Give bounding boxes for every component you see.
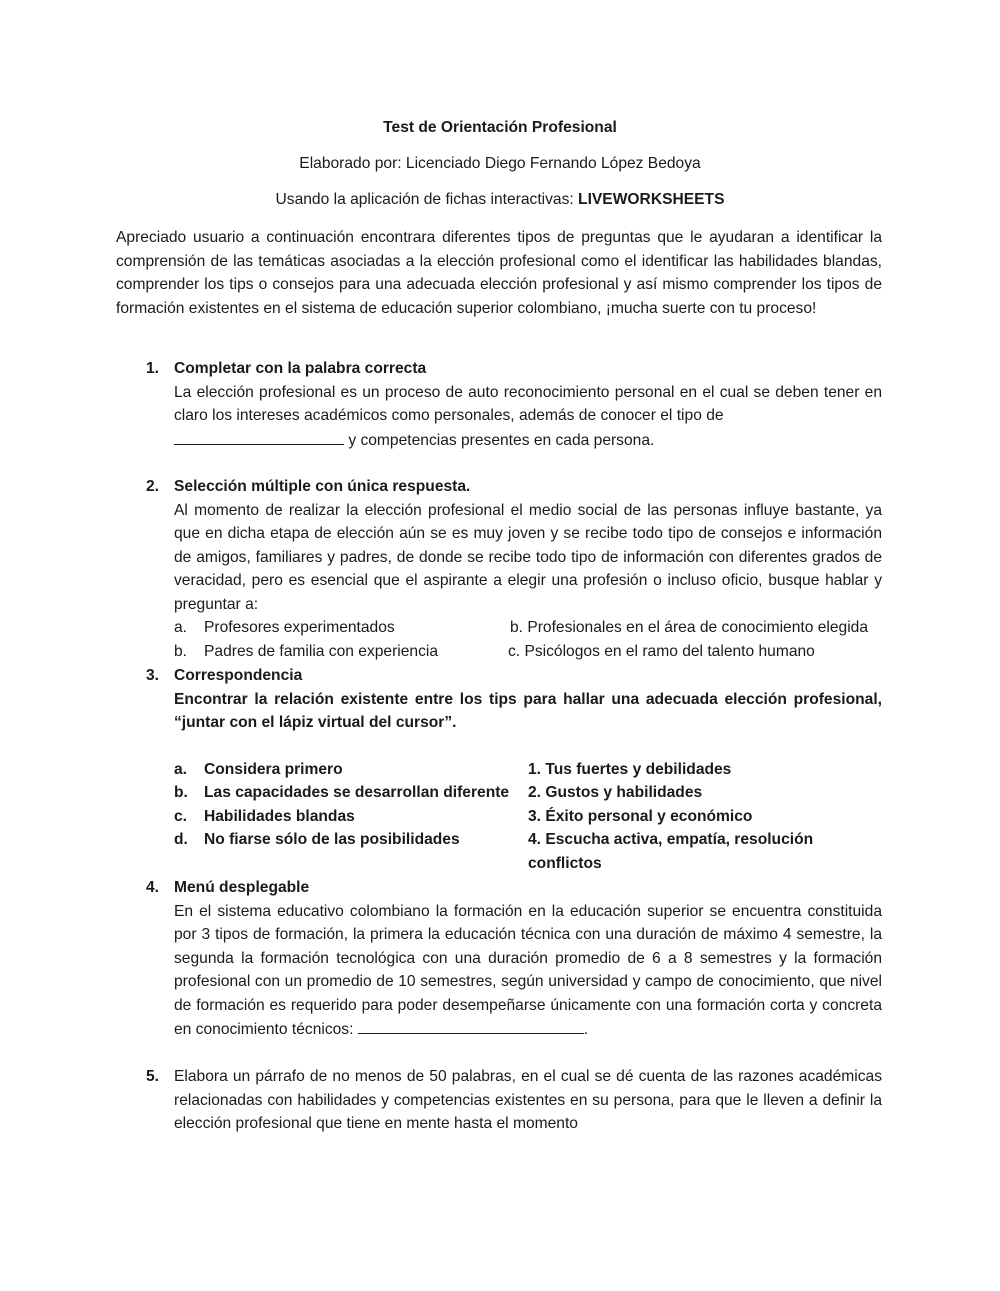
match-letter: c. bbox=[174, 807, 188, 825]
question-title: Selección múltiple con única respuesta. bbox=[174, 478, 471, 495]
match-text: 3. Éxito personal y económico bbox=[528, 807, 753, 825]
option-b[interactable] bbox=[510, 616, 882, 640]
match-text: No fiarse sólo de las posibilidades bbox=[204, 831, 460, 848]
app-prefix: Usando la aplicación de fichas interactivas: bbox=[275, 191, 579, 208]
match-text: 4. Escucha activa, empatía, resolución conflictos bbox=[528, 831, 814, 872]
match-letter: d. bbox=[174, 831, 188, 848]
match-left-c[interactable] bbox=[174, 805, 528, 829]
option-c[interactable] bbox=[508, 640, 882, 664]
question-text bbox=[174, 900, 882, 1042]
dropdown-blank[interactable] bbox=[358, 1017, 584, 1034]
question-title: Correspondencia bbox=[174, 667, 303, 684]
author-line: Elaborado por: Licenciado Diego Fernando López Bedoya bbox=[299, 155, 701, 172]
option-text: Profesores experimentados bbox=[204, 619, 395, 636]
match-text: Habilidades blandas bbox=[204, 807, 355, 825]
text-after-blank: y competencias presentes en cada persona. bbox=[344, 431, 655, 449]
question-instruction: Encontrar la relación existente entre los tips para hallar una adecuada elección profesional, “juntar con el lápiz virtual del cursor”. bbox=[174, 690, 882, 731]
question-2 bbox=[146, 475, 882, 663]
match-right-2[interactable] bbox=[528, 781, 882, 805]
option-letter: a. bbox=[174, 619, 188, 636]
question-number: 3. bbox=[146, 667, 160, 684]
question-number: 1. bbox=[146, 360, 160, 377]
question-number: 4. bbox=[146, 879, 160, 896]
match-letter: a. bbox=[174, 760, 188, 778]
match-text: Las capacidades se desarrollan diferente bbox=[204, 784, 510, 801]
intro-paragraph: Apreciado usuario a continuación encontrara diferentes tipos de preguntas que le ayudaran a identificar la comprensión de las temáticas asociadas a la elección profesional como el identificar las habilidades blandas, comprender los tips o consejos para una adecuada elección profesional y así mismo comprender los tipos de formación existentes en el sistema de educación superior colombiano, ¡mucha suerte con tu proceso! bbox=[116, 229, 882, 317]
option-letter: b. bbox=[174, 642, 188, 660]
matching-grid bbox=[174, 758, 882, 876]
text-before-blank: La elección profesional es un proceso de auto reconocimiento personal en el cual se deben tener en claro los intereses académicos como personales, además de conocer el tipo de bbox=[174, 383, 882, 424]
app-line bbox=[0, 188, 1000, 212]
match-right-3[interactable] bbox=[528, 805, 882, 829]
option-a[interactable] bbox=[174, 616, 395, 640]
question-5 bbox=[146, 1065, 882, 1136]
document-title: Test de Orientación Profesional bbox=[383, 119, 617, 136]
question-paragraph: En el sistema educativo colombiano la formación en la educación superior se encuentra constituida por 3 tipos de formación, la primera la educación técnica con una duración de máximo 4 semestre, la segunda la formación tecnológica con una duración promedio de 6 a 8 semestres y la formación profesional con un promedio de 10 semestres, según universidad y campo de conocimiento, que nivel de formación es requerido para poder desempeñarse únicamente con una formación corta y concreta en conocimiento técnicos: bbox=[174, 902, 882, 1038]
match-left-a[interactable] bbox=[174, 758, 528, 782]
match-text: Considera primero bbox=[204, 760, 343, 778]
question-number: 5. bbox=[146, 1068, 160, 1085]
sentence-end: . bbox=[583, 1021, 589, 1038]
match-text: 2. Gustos y habilidades bbox=[528, 784, 703, 801]
option-text: Padres de familia con experiencia bbox=[204, 642, 439, 660]
match-left-b[interactable] bbox=[174, 781, 528, 805]
question-title: Completar con la palabra correcta bbox=[174, 360, 427, 377]
match-right-1[interactable] bbox=[528, 758, 882, 782]
question-number: 2. bbox=[146, 478, 160, 495]
question-text bbox=[174, 381, 882, 453]
question-4 bbox=[146, 876, 882, 1042]
match-left-d[interactable] bbox=[174, 828, 528, 875]
app-name: LIVEWORKSHEETS bbox=[578, 191, 725, 208]
question-3 bbox=[146, 664, 882, 875]
option-b-second[interactable] bbox=[174, 640, 438, 664]
options-row bbox=[174, 640, 882, 664]
option-text: b. Profesionales en el área de conocimiento elegida bbox=[510, 619, 869, 636]
question-text: Elabora un párrafo de no menos de 50 palabras, en el cual se dé cuenta de las razones académicas relacionadas con habilidades y competencias existentes en su persona, para que le lleven a definir la elección profesional que tiene en mente hasta el momento bbox=[174, 1068, 882, 1132]
question-title: Menú desplegable bbox=[174, 879, 310, 896]
match-letter: b. bbox=[174, 784, 188, 801]
question-1 bbox=[146, 357, 882, 452]
match-right-4[interactable] bbox=[528, 828, 882, 875]
question-text: Al momento de realizar la elección profesional el medio social de las personas influye bastante, ya que en dicha etapa de elección aún se es muy joven y se recibe todo tipo de consejos e información de amigos, familiares y padres, de donde se recibe todo tipo de información con diferentes grados de veracidad, pero es esencial que el aspirante a elegir una profesión o incluso oficio, busque hablar y preguntar a: bbox=[174, 501, 882, 613]
match-text: 1. Tus fuertes y debilidades bbox=[528, 760, 732, 778]
options-row bbox=[174, 616, 882, 640]
option-text: c. Psicólogos en el ramo del talento humano bbox=[508, 642, 815, 660]
fill-blank-input[interactable] bbox=[174, 428, 344, 445]
